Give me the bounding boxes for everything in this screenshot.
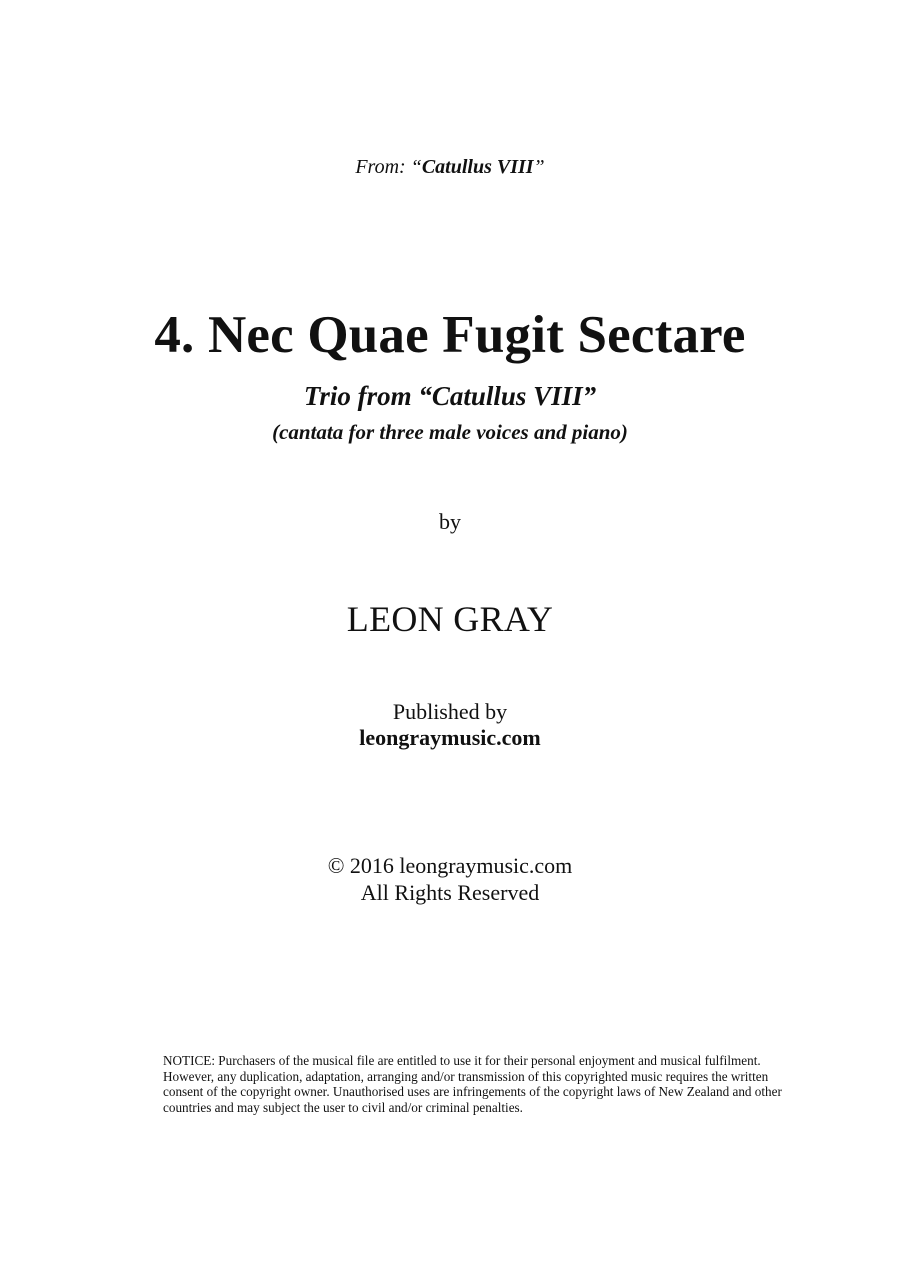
rights-reserved: All Rights Reserved — [360, 880, 540, 905]
copyright-line: © 2016 leongraymusic.com — [327, 853, 573, 878]
source-work-line — [0, 156, 900, 179]
piece-title: 4. Nec Quae Fugit Sectare — [154, 306, 746, 364]
piece-description: (cantata for three male voices and piano) — [272, 420, 628, 444]
source-work-title: Catullus VIII — [421, 156, 534, 178]
publisher-website: leongraymusic.com — [359, 725, 541, 750]
published-by-label: Published by — [392, 699, 508, 724]
source-suffix: ” — [533, 156, 545, 178]
piece-subtitle: Trio from “Catullus VIII” — [303, 381, 597, 411]
source-prefix: From: “ — [355, 156, 422, 178]
composer-name: LEON GRAY — [346, 599, 554, 639]
legal-notice: NOTICE: Purchasers of the musical file are entitled to use it for their personal enjoyment and musical fulfilment. However, any duplication, adaptation, arranging and/or transmission of this copyrighted music requires the written consent of the copyright owner. Unauthorised uses are infringements of the copyright laws of New Zealand and other countries and may subject the user to civil and/or criminal penalties. — [163, 1053, 782, 1115]
by-label: by — [439, 509, 461, 534]
